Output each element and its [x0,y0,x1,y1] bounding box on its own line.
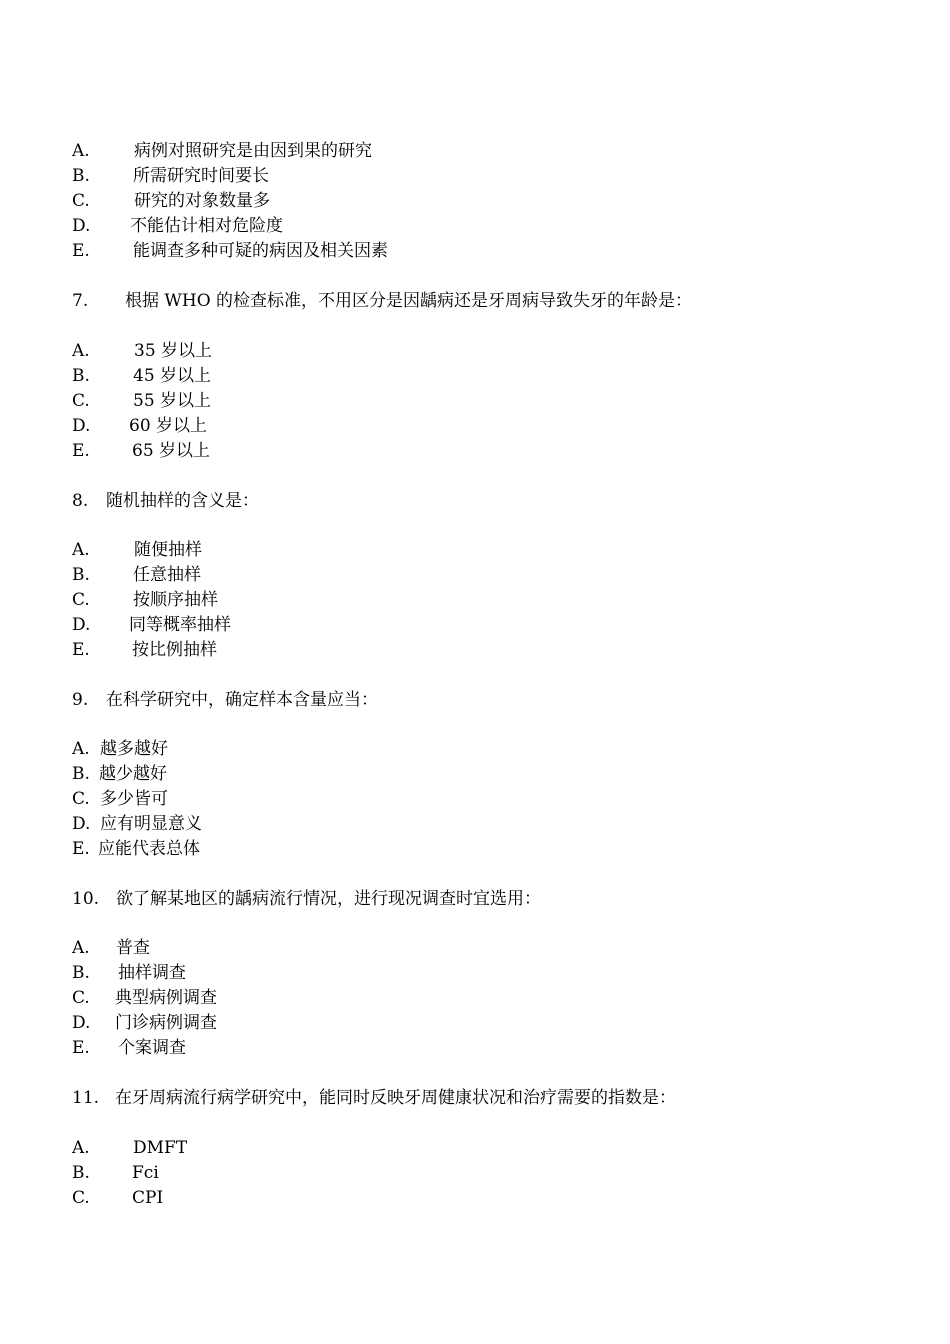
option-label: A. [72,341,90,361]
q6-option-b [72,166,269,186]
q10-option-a [72,938,150,958]
option-label: D. [72,1013,91,1033]
q11-stem [72,1088,676,1108]
q8-option-c [72,590,218,610]
option-text: 研究的对象数量多 [134,191,270,211]
option-label: E. [72,839,90,859]
option-label: A. [72,1138,90,1158]
question-number: 8. [72,491,89,511]
q6-option-d [72,216,283,236]
option-text: 35 岁以上 [134,341,213,361]
option-text: 门诊病例调查 [115,1013,217,1033]
q9-option-e [72,839,200,859]
q8-option-a [72,540,202,560]
option-text: 应能代表总体 [98,839,200,859]
option-text: 任意抽样 [133,565,201,585]
q6-option-e [72,241,388,261]
option-label: A. [72,739,90,759]
option-text: 同等概率抽样 [129,615,231,635]
option-text: 越多越好 [100,739,168,759]
option-label: C. [72,391,90,411]
option-text: Fci [132,1163,159,1183]
option-label: E. [72,640,90,660]
option-label: C. [72,789,90,809]
option-label: C. [72,590,90,610]
option-label: D. [72,416,91,436]
q10-stem [72,889,541,909]
option-label: C. [72,191,90,211]
q7-option-b [72,366,212,386]
q7-option-e [72,441,211,461]
question-number: 9. [72,690,89,710]
q8-option-d [72,615,231,635]
option-text: 多少皆可 [100,789,168,809]
option-label: B. [72,166,90,186]
option-label: D. [72,216,91,236]
option-label: A. [72,540,90,560]
option-text: 按顺序抽样 [133,590,218,610]
q10-option-c [72,988,217,1008]
option-text: 越少越好 [99,764,167,784]
option-label: A. [72,141,90,161]
question-text: 欲了解某地区的龋病流行情况，进行现况调查时宜选用： [116,889,541,909]
option-text: 应有明显意义 [100,814,202,834]
option-text: 65 岁以上 [132,441,211,461]
option-text: 45 岁以上 [133,366,212,386]
option-label: B. [72,565,90,585]
q11-option-a [72,1138,188,1158]
question-text: 根据 WHO 的检查标准，不用区分是因龋病还是牙周病导致失牙的年龄是： [125,291,693,311]
option-label: B. [72,1163,90,1183]
option-text: 所需研究时间要长 [133,166,269,186]
q7-stem [72,291,693,311]
question-text: 在科学研究中，确定样本含量应当： [106,690,378,710]
option-text: 55 岁以上 [133,391,212,411]
q7-option-d [72,416,208,436]
q7-option-a [72,341,213,361]
q9-stem [72,690,378,710]
option-text: 60 岁以上 [129,416,208,436]
q11-option-c [72,1188,164,1208]
option-text: 按比例抽样 [132,640,217,660]
q11-option-b [72,1163,159,1183]
option-label: E. [72,241,90,261]
q10-option-b [72,963,186,983]
option-text: 病例对照研究是由因到果的研究 [134,141,372,161]
option-text: 个案调查 [118,1038,186,1058]
option-label: B. [72,963,90,983]
option-text: 典型病例调查 [115,988,217,1008]
option-label: C. [72,988,90,1008]
q8-option-e [72,640,217,660]
option-text: CPI [132,1188,164,1208]
q8-option-b [72,565,201,585]
option-label: D. [72,615,91,635]
question-text: 在牙周病流行病学研究中，能同时反映牙周健康状况和治疗需要的指数是： [115,1088,676,1108]
q9-option-b [72,764,167,784]
q9-option-a [72,739,168,759]
option-text: 不能估计相对危险度 [130,216,283,236]
q9-option-c [72,789,168,809]
option-text: 随便抽样 [134,540,202,560]
question-text: 随机抽样的含义是： [106,491,259,511]
option-label: E. [72,1038,90,1058]
option-label: E. [72,441,90,461]
question-number: 11. [72,1088,100,1108]
option-label: B. [72,366,90,386]
option-label: A. [72,938,90,958]
q6-option-a [72,141,372,161]
option-text: DMFT [133,1138,188,1158]
q10-option-d [72,1013,217,1033]
q9-option-d [72,814,202,834]
option-text: 普查 [116,938,150,958]
question-number: 7. [72,291,89,311]
option-label: D. [72,814,91,834]
option-text: 能调查多种可疑的病因及相关因素 [133,241,388,261]
option-label: C. [72,1188,90,1208]
q6-option-c [72,191,270,211]
q10-option-e [72,1038,186,1058]
option-label: B. [72,764,90,784]
q7-option-c [72,391,212,411]
option-text: 抽样调查 [118,963,186,983]
question-number: 10. [72,889,100,909]
q8-stem [72,491,259,511]
